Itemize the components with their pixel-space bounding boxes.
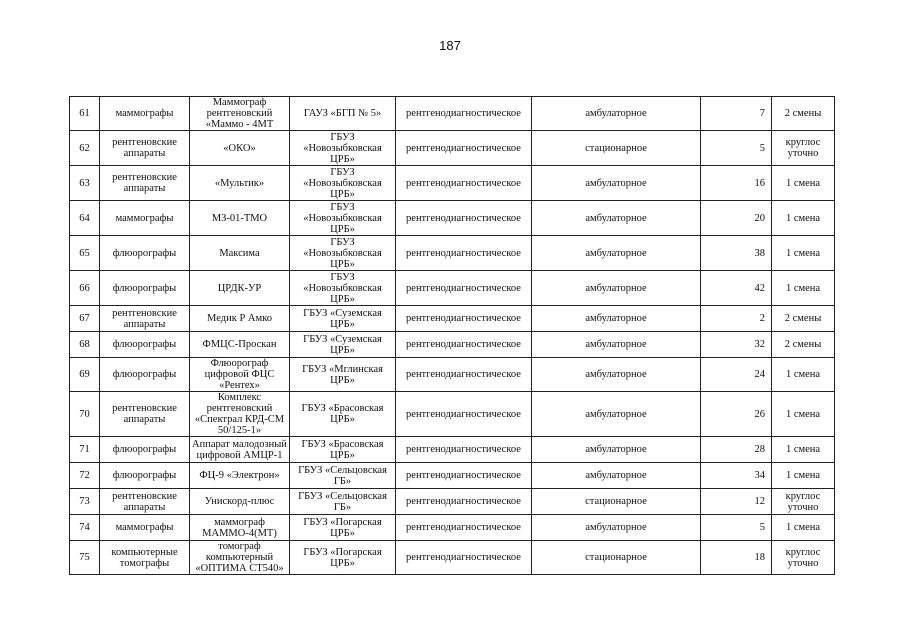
organization-cell: ГБУЗ «Сельцовская ГБ» bbox=[290, 489, 396, 515]
purpose-cell: рентгенодиагностическое bbox=[396, 515, 532, 541]
count-cell: 7 bbox=[701, 97, 772, 131]
row-number-cell: 69 bbox=[70, 358, 100, 392]
purpose-cell: рентгенодиагностическое bbox=[396, 271, 532, 306]
equipment-model-cell: Флюорограф цифровой ФЦС «Рентех» bbox=[190, 358, 290, 392]
equipment-model-cell: ЦРДК-УР bbox=[190, 271, 290, 306]
table-row bbox=[70, 97, 835, 131]
purpose-cell: рентгенодиагностическое bbox=[396, 463, 532, 489]
organization-cell: ГБУЗ «Суземская ЦРБ» bbox=[290, 332, 396, 358]
equipment-type-cell: рентгеновские аппараты bbox=[100, 489, 190, 515]
equipment-model-cell: МЗ-01-ТМО bbox=[190, 201, 290, 236]
equipment-type-cell: рентгеновские аппараты bbox=[100, 392, 190, 437]
row-number-cell: 72 bbox=[70, 463, 100, 489]
organization-cell: ГБУЗ «Мглинская ЦРБ» bbox=[290, 358, 396, 392]
care-mode-cell: амбулаторное bbox=[532, 271, 701, 306]
table-row bbox=[70, 166, 835, 201]
shift-cell: 1 смена bbox=[772, 201, 835, 236]
table-row bbox=[70, 271, 835, 306]
care-mode-cell: амбулаторное bbox=[532, 332, 701, 358]
organization-cell: ГБУЗ «Новозыбковская ЦРБ» bbox=[290, 201, 396, 236]
shift-cell: 1 смена bbox=[772, 166, 835, 201]
organization-cell: ГБУЗ «Суземская ЦРБ» bbox=[290, 306, 396, 332]
equipment-model-cell: Максима bbox=[190, 236, 290, 271]
table-row bbox=[70, 541, 835, 575]
equipment-type-cell: флюорографы bbox=[100, 271, 190, 306]
row-number-cell: 71 bbox=[70, 437, 100, 463]
count-cell: 42 bbox=[701, 271, 772, 306]
shift-cell: 1 смена bbox=[772, 236, 835, 271]
purpose-cell: рентгенодиагностическое bbox=[396, 166, 532, 201]
count-cell: 34 bbox=[701, 463, 772, 489]
equipment-model-cell: «ОКО» bbox=[190, 131, 290, 166]
care-mode-cell: амбулаторное bbox=[532, 358, 701, 392]
care-mode-cell: амбулаторное bbox=[532, 515, 701, 541]
equipment-model-cell: Унискорд-плюс bbox=[190, 489, 290, 515]
shift-cell: 2 смены bbox=[772, 97, 835, 131]
equipment-table bbox=[69, 96, 835, 575]
table-row bbox=[70, 489, 835, 515]
count-cell: 38 bbox=[701, 236, 772, 271]
equipment-model-cell: томограф компьютерный «ОПТИМА СТ540» bbox=[190, 541, 290, 575]
organization-cell: ГБУЗ «Новозыбковская ЦРБ» bbox=[290, 236, 396, 271]
equipment-type-cell: флюорографы bbox=[100, 358, 190, 392]
equipment-type-cell: компьютерные томографы bbox=[100, 541, 190, 575]
purpose-cell: рентгенодиагностическое bbox=[396, 236, 532, 271]
care-mode-cell: стационарное bbox=[532, 489, 701, 515]
count-cell: 28 bbox=[701, 437, 772, 463]
count-cell: 16 bbox=[701, 166, 772, 201]
equipment-type-cell: рентгеновские аппараты bbox=[100, 166, 190, 201]
equipment-type-cell: флюорографы bbox=[100, 463, 190, 489]
table-row bbox=[70, 437, 835, 463]
table-row bbox=[70, 515, 835, 541]
shift-cell: 1 смена bbox=[772, 515, 835, 541]
count-cell: 18 bbox=[701, 541, 772, 575]
purpose-cell: рентгенодиагностическое bbox=[396, 489, 532, 515]
care-mode-cell: амбулаторное bbox=[532, 306, 701, 332]
row-number-cell: 62 bbox=[70, 131, 100, 166]
table-row bbox=[70, 463, 835, 489]
row-number-cell: 74 bbox=[70, 515, 100, 541]
equipment-type-cell: маммографы bbox=[100, 201, 190, 236]
purpose-cell: рентгенодиагностическое bbox=[396, 392, 532, 437]
row-number-cell: 75 bbox=[70, 541, 100, 575]
shift-cell: 1 смена bbox=[772, 463, 835, 489]
equipment-model-cell: маммограф МАММО-4(МТ) bbox=[190, 515, 290, 541]
shift-cell: круглос уточно bbox=[772, 131, 835, 166]
purpose-cell: рентгенодиагностическое bbox=[396, 131, 532, 166]
row-number-cell: 68 bbox=[70, 332, 100, 358]
count-cell: 5 bbox=[701, 515, 772, 541]
table-row bbox=[70, 236, 835, 271]
organization-cell: ГБУЗ «Погарская ЦРБ» bbox=[290, 515, 396, 541]
count-cell: 2 bbox=[701, 306, 772, 332]
care-mode-cell: стационарное bbox=[532, 541, 701, 575]
equipment-type-cell: рентгеновские аппараты bbox=[100, 306, 190, 332]
organization-cell: ГБУЗ «Брасовская ЦРБ» bbox=[290, 392, 396, 437]
purpose-cell: рентгенодиагностическое bbox=[396, 332, 532, 358]
table-row bbox=[70, 306, 835, 332]
care-mode-cell: амбулаторное bbox=[532, 437, 701, 463]
count-cell: 26 bbox=[701, 392, 772, 437]
shift-cell: 1 смена bbox=[772, 358, 835, 392]
table-row bbox=[70, 358, 835, 392]
care-mode-cell: амбулаторное bbox=[532, 236, 701, 271]
table-row bbox=[70, 392, 835, 437]
organization-cell: ГБУЗ «Сельцовская ГБ» bbox=[290, 463, 396, 489]
row-number-cell: 73 bbox=[70, 489, 100, 515]
purpose-cell: рентгенодиагностическое bbox=[396, 358, 532, 392]
purpose-cell: рентгенодиагностическое bbox=[396, 97, 532, 131]
purpose-cell: рентгенодиагностическое bbox=[396, 437, 532, 463]
purpose-cell: рентгенодиагностическое bbox=[396, 306, 532, 332]
equipment-model-cell: «Мультик» bbox=[190, 166, 290, 201]
row-number-cell: 66 bbox=[70, 271, 100, 306]
care-mode-cell: амбулаторное bbox=[532, 463, 701, 489]
organization-cell: ГАУЗ «БГП № 5» bbox=[290, 97, 396, 131]
row-number-cell: 65 bbox=[70, 236, 100, 271]
table-body bbox=[70, 97, 835, 575]
equipment-model-cell: Комплекс рентгеновский «Спектрал КРД-СМ 50/125-1» bbox=[190, 392, 290, 437]
shift-cell: 2 смены bbox=[772, 332, 835, 358]
row-number-cell: 63 bbox=[70, 166, 100, 201]
count-cell: 24 bbox=[701, 358, 772, 392]
count-cell: 20 bbox=[701, 201, 772, 236]
equipment-type-cell: маммографы bbox=[100, 515, 190, 541]
equipment-model-cell: Маммограф рентгеновский «Маммо - 4МТ bbox=[190, 97, 290, 131]
shift-cell: 1 смена bbox=[772, 437, 835, 463]
table-row bbox=[70, 332, 835, 358]
shift-cell: 1 смена bbox=[772, 392, 835, 437]
purpose-cell: рентгенодиагностическое bbox=[396, 201, 532, 236]
organization-cell: ГБУЗ «Брасовская ЦРБ» bbox=[290, 437, 396, 463]
row-number-cell: 64 bbox=[70, 201, 100, 236]
care-mode-cell: амбулаторное bbox=[532, 166, 701, 201]
equipment-model-cell: ФЦ-9 «Электрон» bbox=[190, 463, 290, 489]
row-number-cell: 70 bbox=[70, 392, 100, 437]
care-mode-cell: стационарное bbox=[532, 131, 701, 166]
organization-cell: ГБУЗ «Новозыбковская ЦРБ» bbox=[290, 271, 396, 306]
count-cell: 32 bbox=[701, 332, 772, 358]
care-mode-cell: амбулаторное bbox=[532, 97, 701, 131]
shift-cell: 1 смена bbox=[772, 271, 835, 306]
equipment-type-cell: маммографы bbox=[100, 97, 190, 131]
organization-cell: ГБУЗ «Новозыбковская ЦРБ» bbox=[290, 131, 396, 166]
care-mode-cell: амбулаторное bbox=[532, 392, 701, 437]
equipment-model-cell: ФМЦС-Проскан bbox=[190, 332, 290, 358]
count-cell: 5 bbox=[701, 131, 772, 166]
table-row bbox=[70, 201, 835, 236]
row-number-cell: 61 bbox=[70, 97, 100, 131]
page-number: 187 bbox=[439, 38, 461, 53]
shift-cell: круглос уточно bbox=[772, 541, 835, 575]
shift-cell: круглос уточно bbox=[772, 489, 835, 515]
shift-cell: 2 смены bbox=[772, 306, 835, 332]
organization-cell: ГБУЗ «Погарская ЦРБ» bbox=[290, 541, 396, 575]
count-cell: 12 bbox=[701, 489, 772, 515]
equipment-type-cell: флюорографы bbox=[100, 332, 190, 358]
equipment-model-cell: Медик Р Амко bbox=[190, 306, 290, 332]
row-number-cell: 67 bbox=[70, 306, 100, 332]
table-row bbox=[70, 131, 835, 166]
equipment-type-cell: флюорографы bbox=[100, 437, 190, 463]
equipment-type-cell: флюорографы bbox=[100, 236, 190, 271]
purpose-cell: рентгенодиагностическое bbox=[396, 541, 532, 575]
care-mode-cell: амбулаторное bbox=[532, 201, 701, 236]
equipment-model-cell: Аппарат малодозный цифровой АМЦР-1 bbox=[190, 437, 290, 463]
equipment-type-cell: рентгеновские аппараты bbox=[100, 131, 190, 166]
organization-cell: ГБУЗ «Новозыбковская ЦРБ» bbox=[290, 166, 396, 201]
